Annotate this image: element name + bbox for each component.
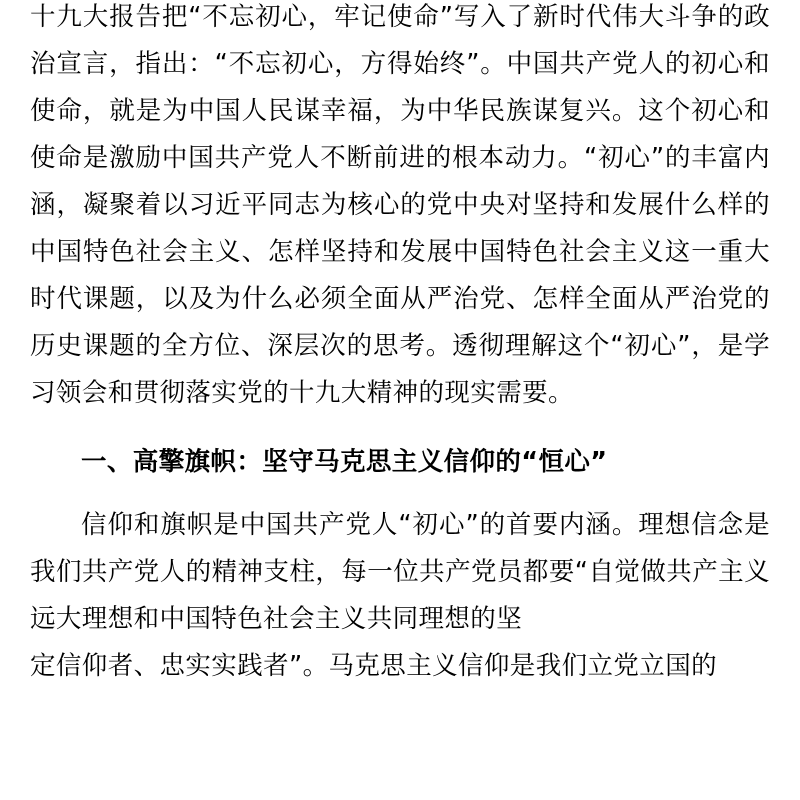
- paragraph-section-1: 信仰和旗帜是中国共产党人“初心”的首要内涵。理想信念是我们共产党人的精神支柱，每一位共产党员都要“自觉做共产主义远大理想和中国特色社会主义共同理想的坚: [30, 510, 770, 634]
- section-heading: 一、高擎旗帜：坚守马克思主义信仰的“恒心”: [81, 447, 608, 477]
- spacer-before-heading: [30, 417, 770, 439]
- clipped-line-wrapper: [30, 643, 770, 677]
- spacer-after-heading: [30, 486, 770, 502]
- paragraph-clipped: 定信仰者、忠实实践者”。马克思主义信仰是我们立党立国的: [30, 651, 718, 677]
- paragraph-intro: 十九大报告把“不忘初心，牢记使命”写入了新时代伟大斗争的政治宣言，指出：“不忘初心，方得始终”。中国共产党人的初心和使命，就是为中国人民谋幸福，为中华民族谋复兴。这个初心和使命是激励中国共产党人不断前进的根本动力。“初心”的丰富内涵，凝聚着以习近平同志为核心的党中央对坚持和发展什么样的中国特色社会主义、怎样坚持和发展中国特色社会主义这一重大时代课题，以及为什么必须全面从严治党、怎样全面从严治党的历史课题的全方位、深层次的思考。透彻理解这个“初心”，是学习领会和贯彻落实党的十九大精神的现实需要。: [30, 2, 770, 408]
- document-body: [30, 0, 770, 677]
